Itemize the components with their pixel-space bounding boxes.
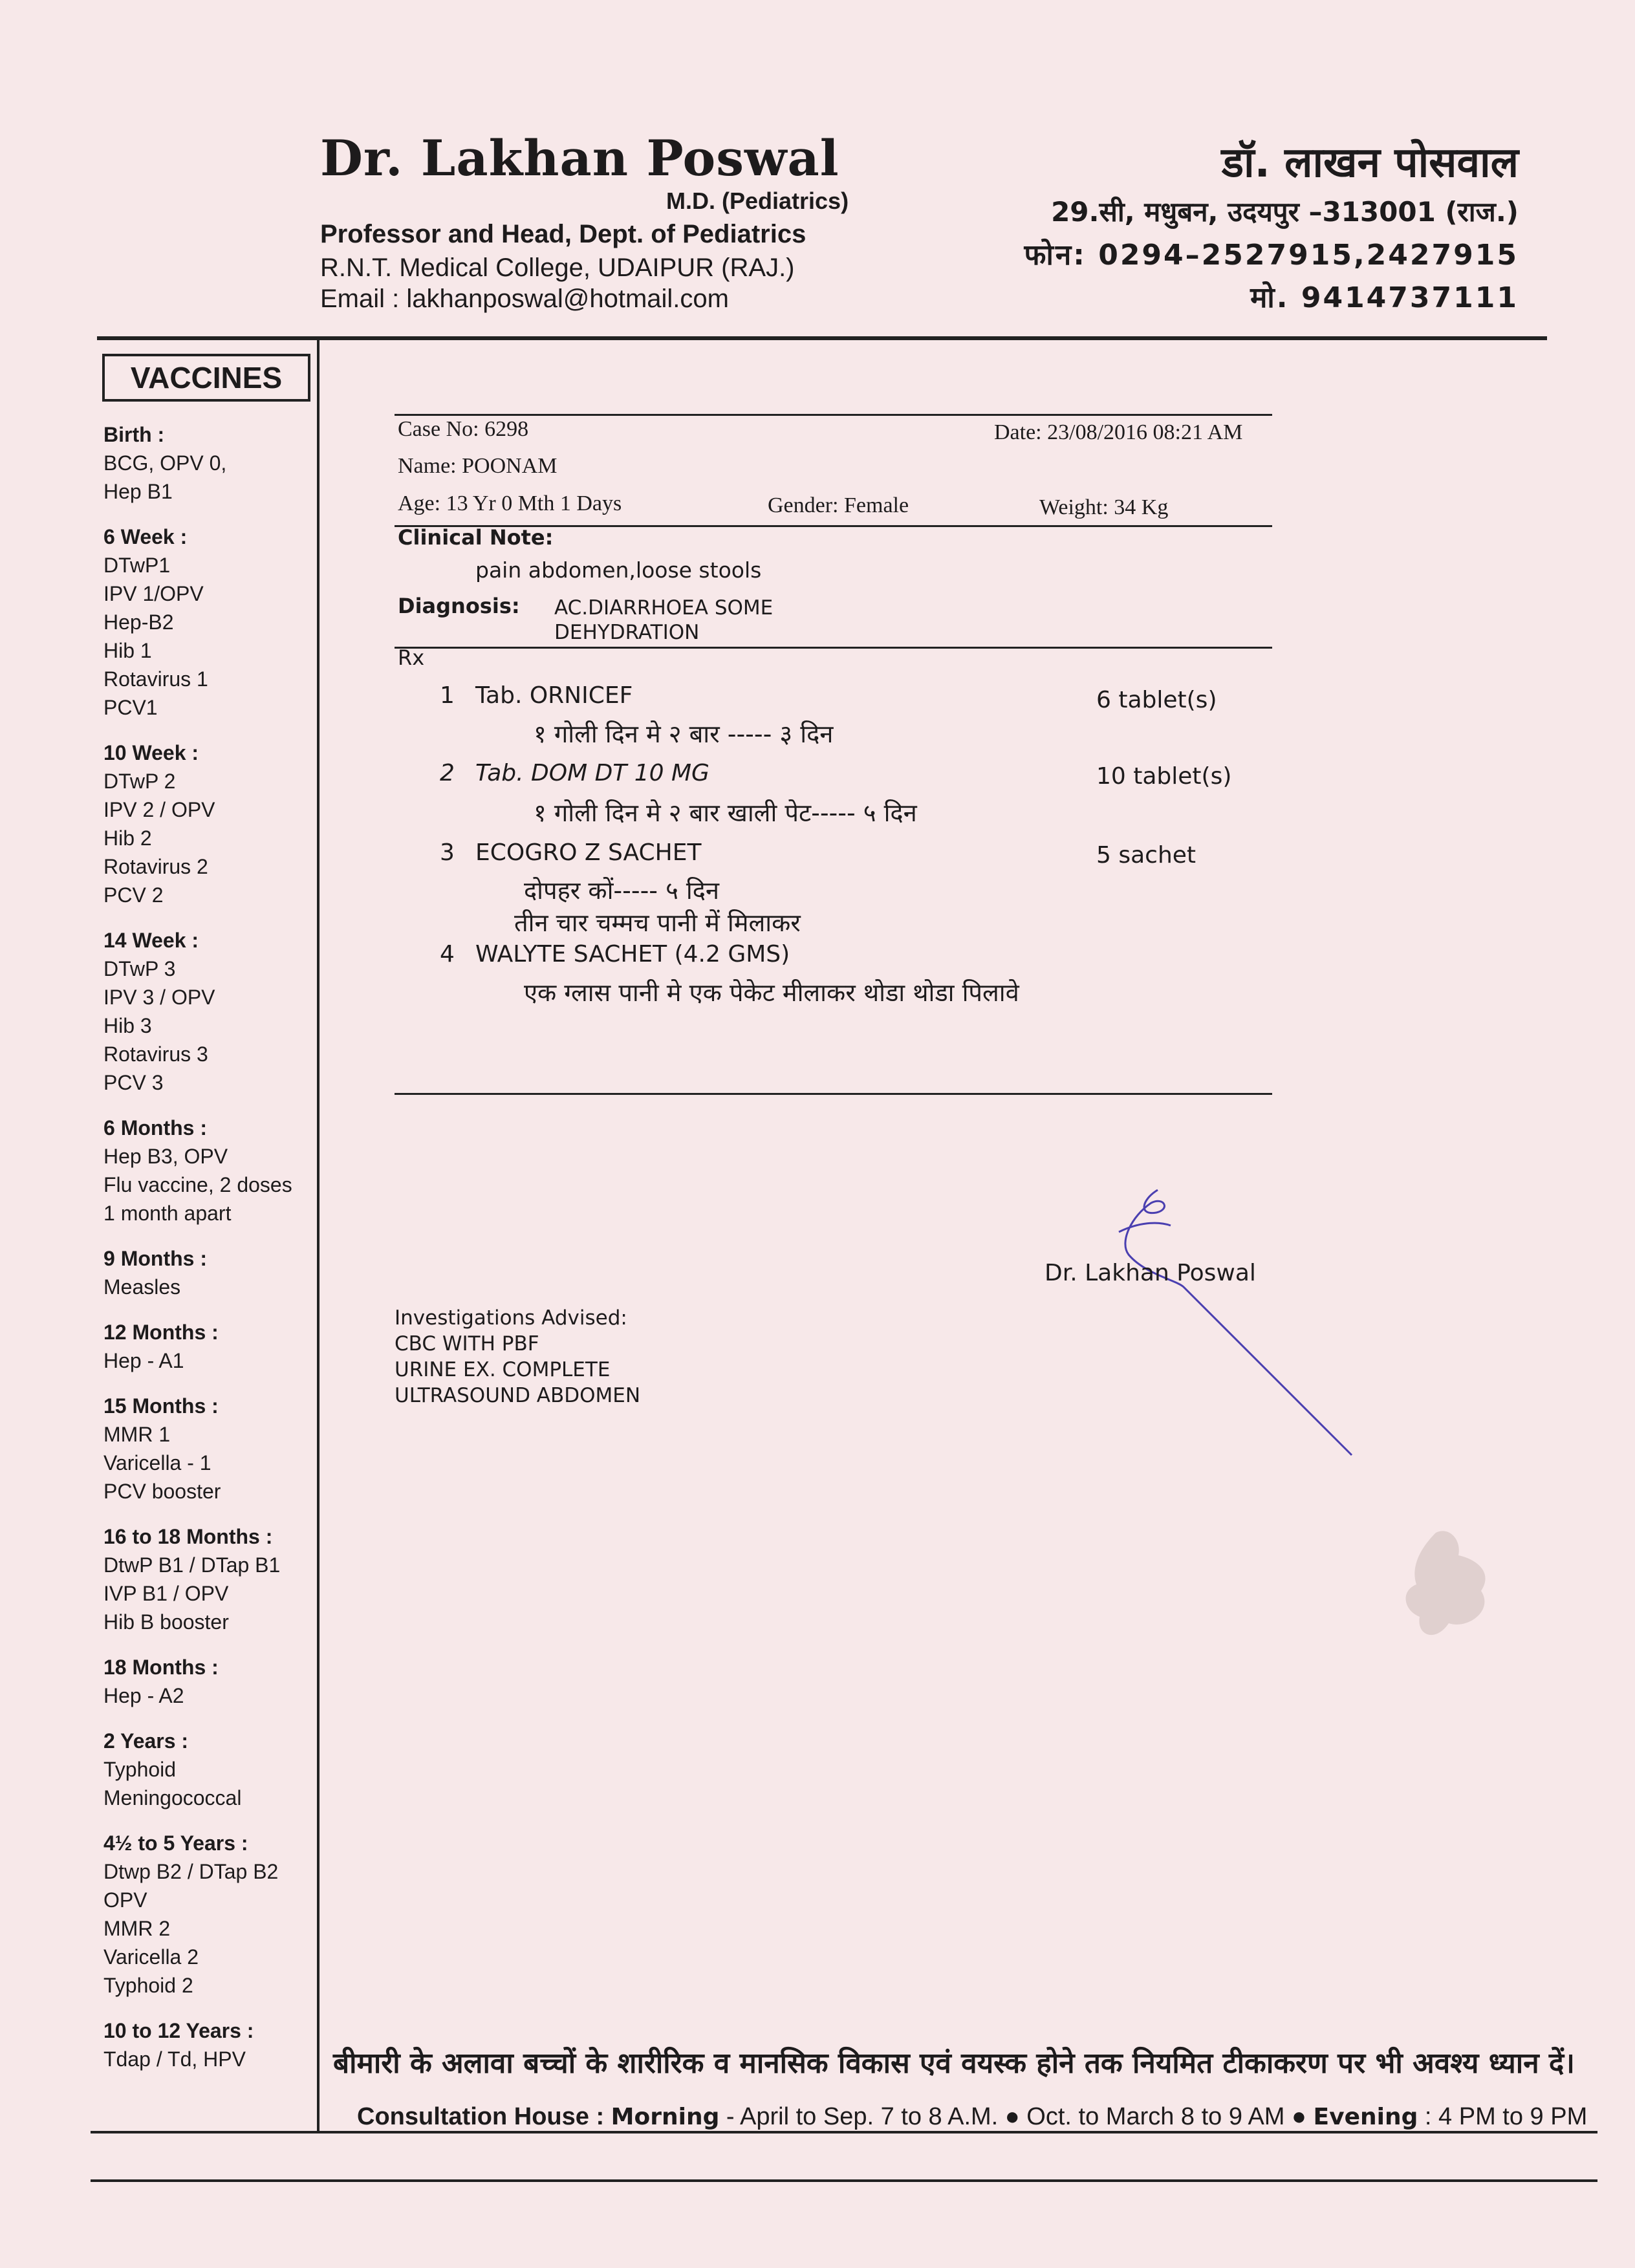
vaccine-schedule bbox=[103, 420, 317, 2090]
vaccine-group-head: 10 to 12 Years : bbox=[103, 2019, 254, 2042]
header-divider bbox=[97, 336, 1547, 340]
vaccine-group-head: 12 Months : bbox=[103, 1321, 219, 1344]
case-number: Case No: 6298 bbox=[398, 417, 529, 441]
vaccine-item: PCV1 bbox=[103, 696, 158, 719]
patient-weight: Weight: 34 Kg bbox=[1039, 495, 1169, 519]
rx-item-name: WALYTE SACHET (4.2 GMS) bbox=[475, 941, 790, 967]
patient-name: Name: POONAM bbox=[398, 454, 558, 478]
vaccine-item: Tdap / Td, HPV bbox=[103, 2047, 246, 2071]
evening-label: Evening bbox=[1313, 2104, 1418, 2130]
vaccine-group bbox=[103, 523, 317, 722]
investigation-item: CBC WITH PBF bbox=[395, 1332, 539, 1355]
vaccine-item: IPV 2 / OPV bbox=[103, 798, 215, 821]
case-top-rule bbox=[395, 414, 1272, 416]
vaccine-item: Rotavirus 2 bbox=[103, 855, 208, 878]
vaccine-group-head: 2 Years : bbox=[103, 1729, 189, 1753]
doctor-email: Email : lakhanposwal@hotmail.com bbox=[320, 285, 729, 313]
vaccine-item: PCV booster bbox=[103, 1480, 221, 1503]
rx-item-dose: १ गोली दिन मे २ बार खाली पेट----- ५ दिन bbox=[534, 799, 917, 827]
vaccines-title: VACCINES bbox=[102, 354, 310, 402]
vaccine-group bbox=[103, 926, 317, 1097]
vaccine-item: Varicella - 1 bbox=[103, 1451, 211, 1474]
vaccine-group-head: 4½ to 5 Years : bbox=[103, 1831, 248, 1855]
rx-label: Rx bbox=[398, 645, 425, 670]
vaccine-item: Hib 3 bbox=[103, 1014, 152, 1037]
investigations bbox=[395, 1305, 640, 1409]
vaccine-item: Hep B3, OPV bbox=[103, 1145, 228, 1168]
rx-item-quantity: 10 tablet(s) bbox=[1096, 763, 1232, 790]
morning-hours: - April to Sep. 7 to 8 A.M. ● Oct. to March 8 to 9 AM ● bbox=[719, 2103, 1314, 2130]
diagnosis-label: Diagnosis: bbox=[398, 594, 520, 618]
footer-hindi-note: बीमारी के अलावा बच्चों के शारीरिक व मानसिक विकास एवं वयस्क होने तक नियमित टीकाकरण पर भी अवश्य ध्यान दें। bbox=[333, 2047, 1575, 2080]
vaccine-item: Measles bbox=[103, 1275, 181, 1299]
doctor-college: R.N.T. Medical College, UDAIPUR (RAJ.) bbox=[320, 254, 795, 282]
doctor-designation: Professor and Head, Dept. of Pediatrics bbox=[320, 220, 807, 248]
vaccine-item: IVP B1 / OPV bbox=[103, 1582, 229, 1605]
vaccine-item: IPV 1/OPV bbox=[103, 582, 204, 605]
diagnosis-rule bbox=[395, 647, 1272, 649]
footer-divider-top bbox=[91, 2131, 1597, 2133]
vaccine-group bbox=[103, 420, 317, 506]
patient-gender: Gender: Female bbox=[768, 493, 909, 517]
vaccine-group bbox=[103, 1727, 317, 1812]
rx-item-name: Tab. ORNICEF bbox=[475, 682, 633, 709]
evening-hours: : 4 PM to 9 PM bbox=[1418, 2103, 1588, 2130]
patient-age: Age: 13 Yr 0 Mth 1 Days bbox=[398, 491, 622, 515]
vaccine-item: PCV 3 bbox=[103, 1071, 164, 1094]
vaccine-item: Typhoid bbox=[103, 1758, 177, 1781]
vaccine-group-head: 18 Months : bbox=[103, 1656, 219, 1679]
investigation-item: ULTRASOUND ABDOMEN bbox=[395, 1384, 641, 1407]
rx-end-rule bbox=[395, 1093, 1272, 1095]
rx-item-number: 3 bbox=[440, 839, 455, 866]
vaccine-group-head: 9 Months : bbox=[103, 1247, 207, 1270]
vaccine-group bbox=[103, 1392, 317, 1506]
vaccine-group bbox=[103, 1522, 317, 1636]
hindi-phone: फोन: 0294–2527915,2427915 bbox=[1024, 239, 1519, 272]
rx-item-dose: एक ग्लास पानी मे एक पेकेट मीलाकर थोडा थोडा पिलावे bbox=[524, 978, 1019, 1007]
clinical-note: pain abdomen,loose stools bbox=[475, 557, 762, 583]
rx-item-number: 1 bbox=[440, 682, 455, 709]
signature-mark bbox=[1080, 1183, 1391, 1468]
vaccine-item: DTwP1 bbox=[103, 554, 171, 577]
vaccine-item: Rotavirus 1 bbox=[103, 667, 208, 691]
consultation-label: Consultation House : bbox=[357, 2103, 605, 2130]
vaccine-item: Varicella 2 bbox=[103, 1945, 199, 1969]
vaccine-item: IPV 3 / OPV bbox=[103, 986, 215, 1009]
rx-item-number: 2 bbox=[440, 760, 455, 786]
vaccine-group bbox=[103, 2016, 317, 2073]
vaccine-item: Meningococcal bbox=[103, 1786, 242, 1809]
signature-name: Dr. Lakhan Poswal bbox=[1045, 1260, 1256, 1286]
rx-item-dose: दोपहर कों----- ५ दिन bbox=[524, 876, 720, 905]
vaccine-item: 1 month apart bbox=[103, 1202, 232, 1225]
vaccine-group-head: 16 to 18 Months : bbox=[103, 1525, 273, 1548]
case-date: Date: 23/08/2016 08:21 AM bbox=[994, 420, 1243, 444]
vaccine-group-head: 6 Week : bbox=[103, 525, 188, 548]
investigation-item: URINE EX. COMPLETE bbox=[395, 1358, 611, 1381]
vaccine-group bbox=[103, 1653, 317, 1710]
vaccine-item: Hep - A1 bbox=[103, 1349, 184, 1372]
paper-stain bbox=[1397, 1526, 1500, 1656]
clinical-note-label: Clinical Note: bbox=[398, 525, 554, 550]
hindi-address: 29.सी, मधुबन, उदयपुर –313001 (राज.) bbox=[1051, 196, 1519, 228]
vaccine-item: MMR 1 bbox=[103, 1423, 171, 1446]
vaccine-item: Hep - A2 bbox=[103, 1684, 184, 1707]
vaccine-group-head: 15 Months : bbox=[103, 1394, 219, 1418]
vaccine-item: Hib 1 bbox=[103, 639, 152, 662]
doctor-degree: M.D. (Pediatrics) bbox=[666, 188, 849, 214]
footer-divider-bottom bbox=[91, 2179, 1597, 2182]
diagnosis-line2: DEHYDRATION bbox=[554, 621, 700, 644]
vaccine-group-head: 10 Week : bbox=[103, 741, 199, 764]
sidebar-divider bbox=[317, 336, 319, 2131]
rx-item-dose-extra: तीन चार चम्मच पानी में मिलाकर bbox=[514, 909, 801, 937]
vaccine-item: Hib 2 bbox=[103, 826, 152, 850]
vaccine-item: OPV bbox=[103, 1888, 147, 1912]
vaccine-item: MMR 2 bbox=[103, 1917, 171, 1940]
rx-item-dose: १ गोली दिन मे २ बार ----- ३ दिन bbox=[534, 720, 834, 748]
hindi-mobile: मो. 9414737111 bbox=[1250, 281, 1519, 314]
vaccine-item: Flu vaccine, 2 doses bbox=[103, 1173, 292, 1196]
vaccine-item: Hib B booster bbox=[103, 1610, 229, 1634]
vaccine-group bbox=[103, 1114, 317, 1227]
vaccine-group bbox=[103, 1829, 317, 2000]
vaccine-item: Rotavirus 3 bbox=[103, 1042, 208, 1066]
vaccine-item: Hep-B2 bbox=[103, 610, 174, 634]
rx-item-quantity: 5 sachet bbox=[1096, 842, 1196, 869]
hindi-doctor-name: डॉ. लाखन पोसवाल bbox=[1221, 139, 1519, 187]
vaccine-item: DTwP 2 bbox=[103, 770, 176, 793]
doctor-name: Dr. Lakhan Poswal bbox=[320, 129, 839, 187]
vaccine-group-head: 14 Week : bbox=[103, 929, 199, 952]
vaccine-item: Hep B1 bbox=[103, 480, 173, 503]
rx-item-name: ECOGRO Z SACHET bbox=[475, 839, 702, 866]
diagnosis-line1: AC.DIARRHOEA SOME bbox=[554, 596, 774, 620]
vaccine-item: Typhoid 2 bbox=[103, 1974, 193, 1997]
vaccine-group-head: 6 Months : bbox=[103, 1116, 207, 1139]
consultation-hours bbox=[357, 2103, 1587, 2131]
vaccine-group bbox=[103, 1318, 317, 1375]
vaccine-group-head: Birth : bbox=[103, 423, 165, 446]
rx-item-number: 4 bbox=[440, 941, 455, 967]
vaccine-group bbox=[103, 1244, 317, 1301]
vaccine-group bbox=[103, 739, 317, 909]
rx-item-name: Tab. DOM DT 10 MG bbox=[475, 760, 709, 786]
rx-item-quantity: 6 tablet(s) bbox=[1096, 687, 1217, 713]
morning-label: Morning bbox=[611, 2104, 720, 2130]
vaccine-item: Dtwp B2 / DTap B2 bbox=[103, 1860, 279, 1883]
investigations-label: Investigations Advised: bbox=[395, 1306, 627, 1330]
vaccine-item: PCV 2 bbox=[103, 883, 164, 907]
vaccine-item: DtwP B1 / DTap B1 bbox=[103, 1553, 281, 1577]
vaccine-item: DTwP 3 bbox=[103, 957, 176, 980]
vaccine-item: BCG, OPV 0, bbox=[103, 451, 227, 475]
